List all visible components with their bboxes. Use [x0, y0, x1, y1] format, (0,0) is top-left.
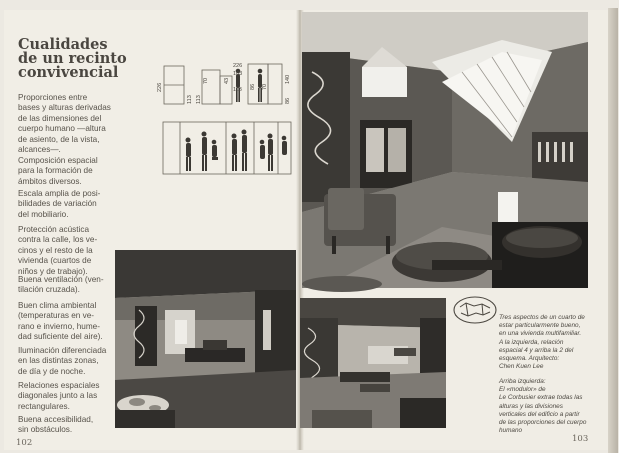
caption-line: Chen Kuen Lee	[499, 363, 544, 371]
quality-item-lighting	[18, 346, 114, 377]
diagram-label: 140	[285, 74, 291, 84]
text-line: alcances—.	[18, 145, 61, 155]
page-number-right: 103	[572, 434, 589, 444]
diagram-label: 226	[157, 82, 163, 92]
living-room-photo-main	[302, 12, 588, 288]
text-line: Protección acústica	[18, 225, 89, 234]
text-line: Buena ventilación (ven-	[18, 275, 104, 284]
caption-line: espacial 4 y arriba la 2 del	[499, 346, 574, 354]
text-line: Relaciones espaciales	[18, 381, 100, 390]
text-line: sin obstáculos.	[18, 425, 73, 435]
caption-line: Le Corbusier extrae todas las	[499, 394, 583, 402]
text-line: (temperaturas en ve-	[18, 311, 94, 321]
diagram-label: 183	[233, 71, 243, 77]
quality-item-ventilation	[18, 275, 114, 296]
living-room-photo-small	[300, 298, 446, 428]
text-line: de día y de noche.	[18, 366, 86, 376]
text-line: del mobiliario.	[18, 209, 69, 219]
text-line: tilación cruzada).	[18, 285, 80, 295]
quality-item-acoustic	[18, 225, 114, 277]
caption-line: verticales del edificio a partir	[499, 410, 580, 418]
caption-line: estar particularmente bueno,	[499, 322, 581, 330]
caption-line: humano	[499, 427, 523, 435]
caption-bottom	[499, 378, 603, 435]
page-edges	[608, 8, 618, 453]
text-line: cinos y el resto de la	[18, 245, 93, 255]
caption-line: alturas y las divisiones	[499, 402, 563, 410]
text-line: Buena accesibilidad,	[18, 415, 94, 424]
text-line: en las distintas zonas,	[18, 356, 99, 366]
page-number-left: 102	[16, 438, 33, 448]
text-line: de las dimensiones del	[18, 113, 102, 123]
title-line: Cualidades	[18, 36, 108, 53]
caption-line: A la izquierda, relación	[499, 338, 564, 346]
diagram-label: 113	[187, 95, 193, 104]
quality-item-climate	[18, 301, 114, 343]
diagram-label: 70	[262, 83, 268, 90]
text-line: contra la calle, los ve-	[18, 235, 98, 245]
text-line: rano e invierno, hume-	[18, 321, 100, 331]
text-line: Composición espacial	[18, 156, 98, 165]
caption-line: de las proporciones del cuerpo	[499, 419, 587, 427]
quality-item-accessibility	[18, 415, 114, 436]
diagram-label: 86	[285, 97, 291, 104]
diagram-label: 113	[196, 95, 202, 104]
caption-line: Tres aspectos de un cuarto de	[499, 314, 585, 321]
page-title	[18, 38, 128, 80]
caption-top	[499, 314, 603, 371]
title-line: convivencial	[18, 64, 119, 81]
text-line: rectangulares.	[18, 401, 70, 411]
diagram-label: 226	[233, 63, 243, 69]
text-line: bases y alturas derivadas	[18, 103, 111, 113]
modulor-diagram-icon	[158, 62, 296, 180]
floor-plan-sketch-icon	[452, 295, 498, 325]
caption-line: en una vivienda multifamiliar.	[499, 330, 582, 338]
text-line: Iluminación diferenciada	[18, 346, 107, 355]
diagram-label: 43	[224, 77, 230, 84]
quality-item-diagonal	[18, 381, 114, 412]
diagram-label: 113	[233, 87, 242, 93]
text-line: Escala amplia de posi-	[18, 189, 101, 198]
text-line: cuerpo humano —altura	[18, 124, 106, 134]
diagram-label: 70	[203, 77, 209, 84]
text-line: Buen clima ambiental	[18, 301, 97, 310]
quality-item-furniture	[18, 189, 114, 220]
diagram-label: 86	[250, 83, 256, 90]
caption-line: esquema. Arquitecto:	[499, 355, 560, 363]
title-line: de un recinto	[18, 50, 127, 67]
text-line: de asiento, de la vista,	[18, 134, 100, 144]
living-room-photo-left	[115, 250, 296, 428]
quality-item-composition	[18, 156, 114, 187]
text-line: niños y de trabajo).	[18, 266, 88, 276]
caption-line: El «modulor» de	[499, 386, 546, 394]
text-line: Proporciones entre	[18, 93, 88, 102]
text-line: dad suficiente del aire).	[18, 332, 103, 342]
text-line: diagonales junto a las	[18, 391, 98, 401]
quality-item-proportions	[18, 93, 114, 155]
text-line: bilidades de variación	[18, 199, 97, 209]
text-line: ámbitos diversos.	[18, 176, 82, 186]
text-line: vivienda (cuartos de	[18, 256, 92, 266]
caption-line: Arriba izquierda:	[499, 378, 546, 385]
text-line: para la formación de	[18, 166, 93, 176]
